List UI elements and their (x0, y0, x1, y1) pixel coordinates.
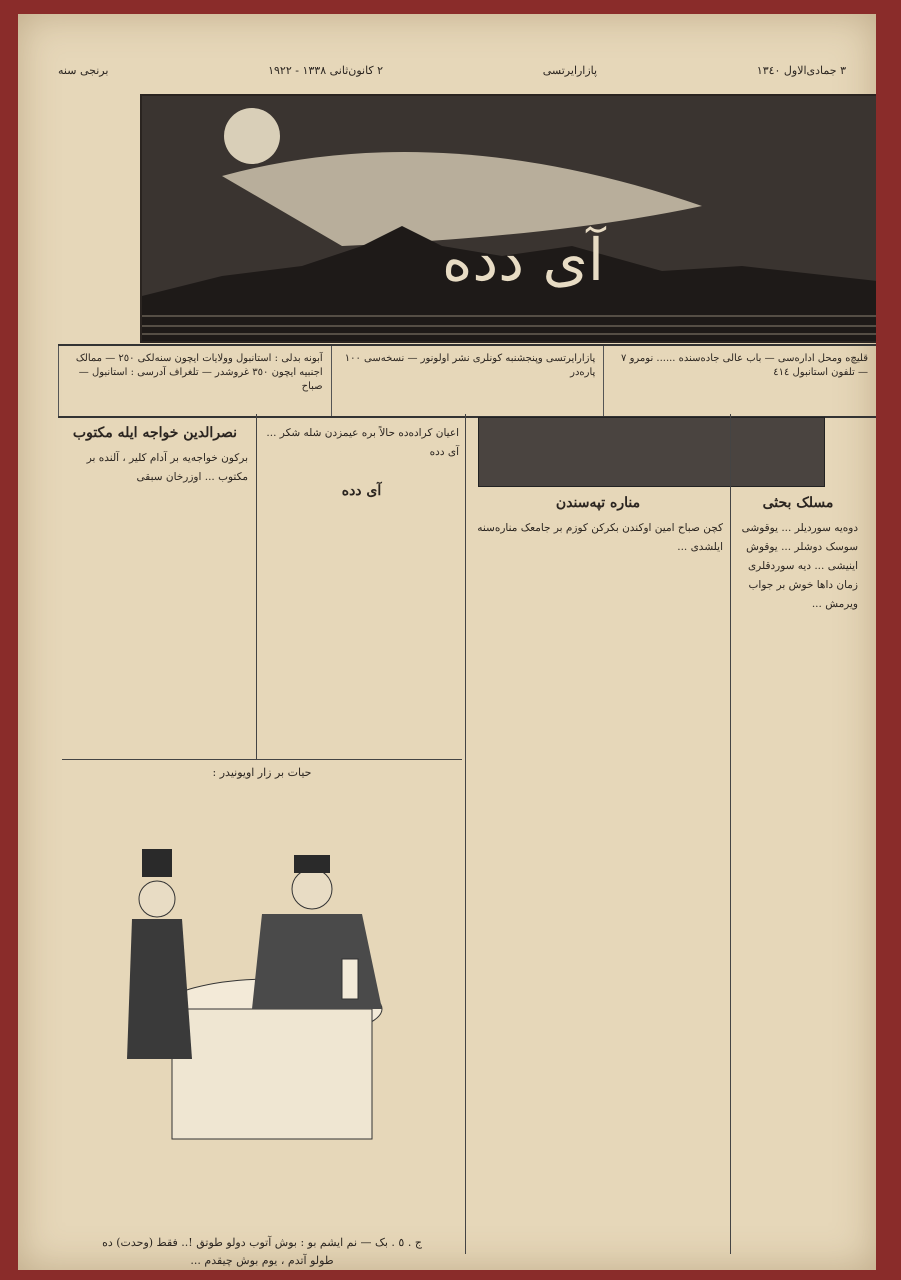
column-minaret-text: کچن صباح امین اوکندن بکرکن کوزم بر جامعک منارەسنه ایلشدی ... (477, 522, 723, 553)
day: پازارایرتسی (542, 64, 598, 77)
column-maslak-title: مسلک بحثی (762, 495, 834, 511)
cartoon-title: حیات بر زار اویونیدر : (212, 766, 312, 779)
masthead-title: آی دده (442, 226, 604, 294)
column-aidede-text: اعیان کراده‌ده حالاً بره عیمزدن شله شکر ... آی دده (266, 427, 459, 458)
info-publication: پازارایرتسی وپنجشنبه کونلری نشر اولونور — نسخه‌سی ١٠٠ پاره‌در (331, 346, 604, 416)
harbor-illustration (478, 417, 825, 487)
year-label: برنجی سنه (58, 64, 109, 77)
masthead-illustration (140, 94, 876, 343)
newspaper-page (18, 14, 876, 1270)
column-aidede (264, 424, 459, 754)
subscription-info-bar (58, 344, 876, 418)
column-minaret-title: مناره تپه‌سندن (555, 495, 641, 511)
cartoon-illustration (62, 789, 462, 1219)
column-aidede-sign: آی دده (341, 483, 382, 499)
column-maslak-text: دوه‌یه سوردیلر ... یوقوشی سوسک دوشلر ... یوقوش اینیشی ... دیه سوردقلری زمان داها خوش بر جواب ویرمش ... (741, 522, 858, 610)
top-dateline (58, 64, 846, 84)
column-maslak (738, 494, 858, 1254)
cartoon-caption-line1: ج . ٥ . بک — نم ایشم بو : بوش آتوب دولو طوتق !.. فقط (وحدت) ده (102, 1236, 422, 1249)
date-rumi: ٢ کانون‌ثانی ١٣٣٨ - ١٩٢٢ (268, 64, 384, 77)
column-nasreddin (62, 424, 248, 754)
column-minaret (473, 494, 723, 1254)
column-nasreddin-title: نصرالدین خواجه ایله مکتوب (72, 425, 238, 441)
cartoon-caption (62, 1234, 462, 1270)
cartoon-caption-line2: طولو آتدم ، یوم بوش چیقدم ... (190, 1254, 334, 1267)
skyline-art (142, 96, 876, 341)
date-hijri: ٣ جمادی‌الاول ١٣٤٠ (756, 64, 846, 77)
column-nasreddin-text: برکون خواجه‌یه بر آدام کلیر ، آلنده بر مکتوب ... اوزرخان سبقی (86, 452, 248, 483)
info-subscription: آبونه بدلی : استانبول وولایات ایچون سنه‌لکی ٢٥٠ — ممالک اجنبیه ایچون ٣٥٠ غروشدر — تلغراف آدرسی : استانبول — صباح (58, 346, 331, 416)
cartoon-drawing (62, 789, 462, 1219)
info-address: قلیچ‌ه ومحل ادارەسی — باب عالی جاده‌سنده ...... نومرو ٧ — تلفون استانبول ٤١٤ (603, 346, 876, 416)
